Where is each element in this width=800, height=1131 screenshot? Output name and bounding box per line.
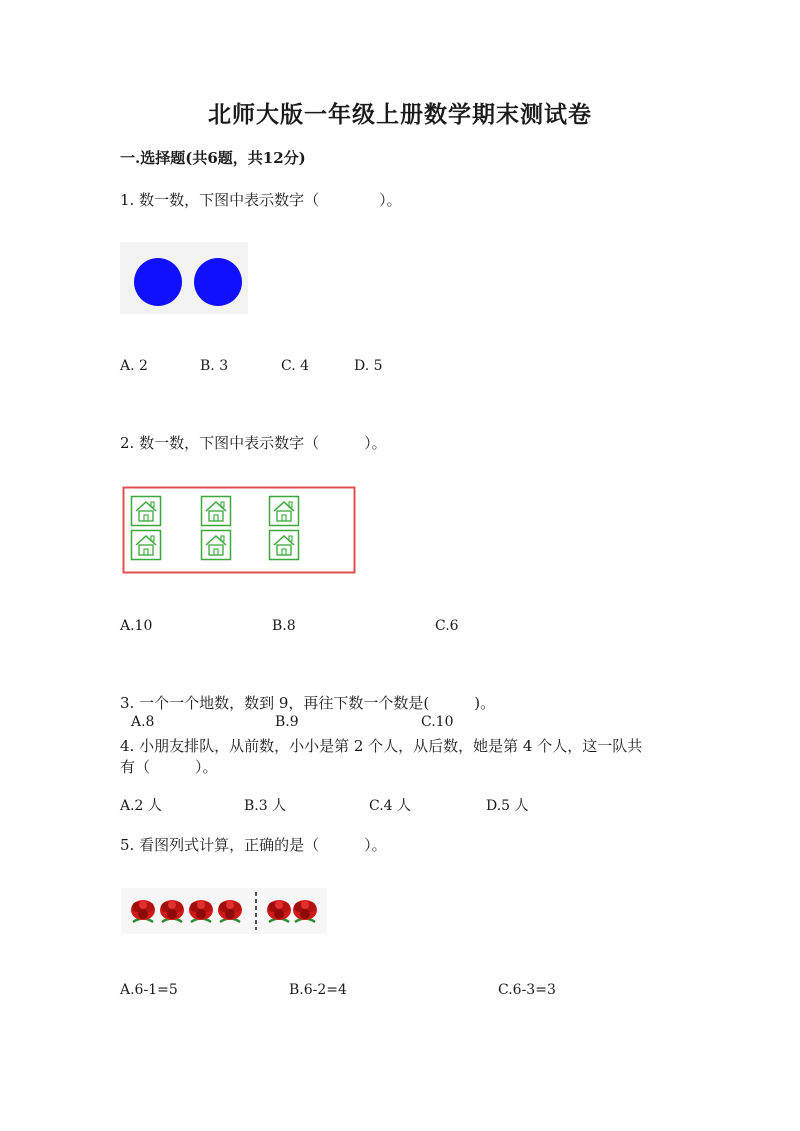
q1-option-d[interactable]: D. 5 — [354, 358, 383, 374]
red-flower-icon — [160, 900, 184, 922]
q3-option-b[interactable]: B.9 — [275, 714, 299, 730]
question-4-text-line2: 有（ ）。 — [120, 758, 218, 776]
house-icon — [202, 531, 231, 560]
house-icon — [270, 531, 299, 560]
q3-option-a[interactable]: A.8 — [131, 714, 155, 730]
blue-circle — [134, 258, 182, 306]
q2-option-c[interactable]: C.6 — [435, 618, 459, 634]
question-2-text: 2. 数一数，下图中表示数字（ ）。 — [120, 434, 387, 452]
q4-option-c[interactable]: C.4 人 — [369, 798, 412, 814]
q2-option-a[interactable]: A.10 — [120, 618, 153, 634]
house-icon — [202, 497, 231, 526]
question-5-text: 5. 看图列式计算，正确的是（ ）。 — [120, 836, 387, 854]
house-icon — [132, 497, 161, 526]
house-icon — [132, 531, 161, 560]
q1-option-c[interactable]: C. 4 — [281, 358, 310, 374]
q4-option-b[interactable]: B.3 人 — [244, 798, 287, 814]
red-flower-icon — [218, 900, 242, 922]
red-flower-icon — [189, 900, 213, 922]
q1-option-a[interactable]: A. 2 — [120, 358, 148, 374]
question-2-figure — [122, 486, 356, 574]
question-1-figure — [120, 242, 248, 314]
q4-option-d[interactable]: D.5 人 — [486, 798, 529, 814]
q4-option-a[interactable]: A.2 人 — [120, 798, 162, 814]
q3-option-c[interactable]: C.10 — [421, 714, 454, 730]
page-title: 北师大版一年级上册数学期末测试卷 — [208, 101, 592, 128]
question-4-text-line1: 4. 小朋友排队，从前数，小小是第 2 个人，从后数，她是第 4 个人，这一队共 — [120, 737, 643, 755]
blue-circle — [194, 258, 242, 306]
q5-option-a[interactable]: A.6-1=5 — [120, 982, 178, 998]
red-flower-icon — [131, 900, 155, 922]
question-5-figure — [121, 888, 327, 934]
house-icon — [270, 497, 299, 526]
q5-option-b[interactable]: B.6-2=4 — [289, 982, 347, 998]
q5-option-c[interactable]: C.6-3=3 — [498, 982, 556, 998]
question-1-text: 1. 数一数，下图中表示数字（ ）。 — [120, 191, 402, 209]
q1-option-b[interactable]: B. 3 — [200, 358, 229, 374]
red-flower-icon — [267, 900, 291, 922]
section-heading: 一.选择题(共6题，共12分) — [120, 149, 306, 167]
red-flower-icon — [293, 900, 317, 922]
question-3-text: 3. 一个一个地数，数到 9，再往下数一个数是( )。 — [120, 694, 496, 712]
q2-option-b[interactable]: B.8 — [272, 618, 296, 634]
